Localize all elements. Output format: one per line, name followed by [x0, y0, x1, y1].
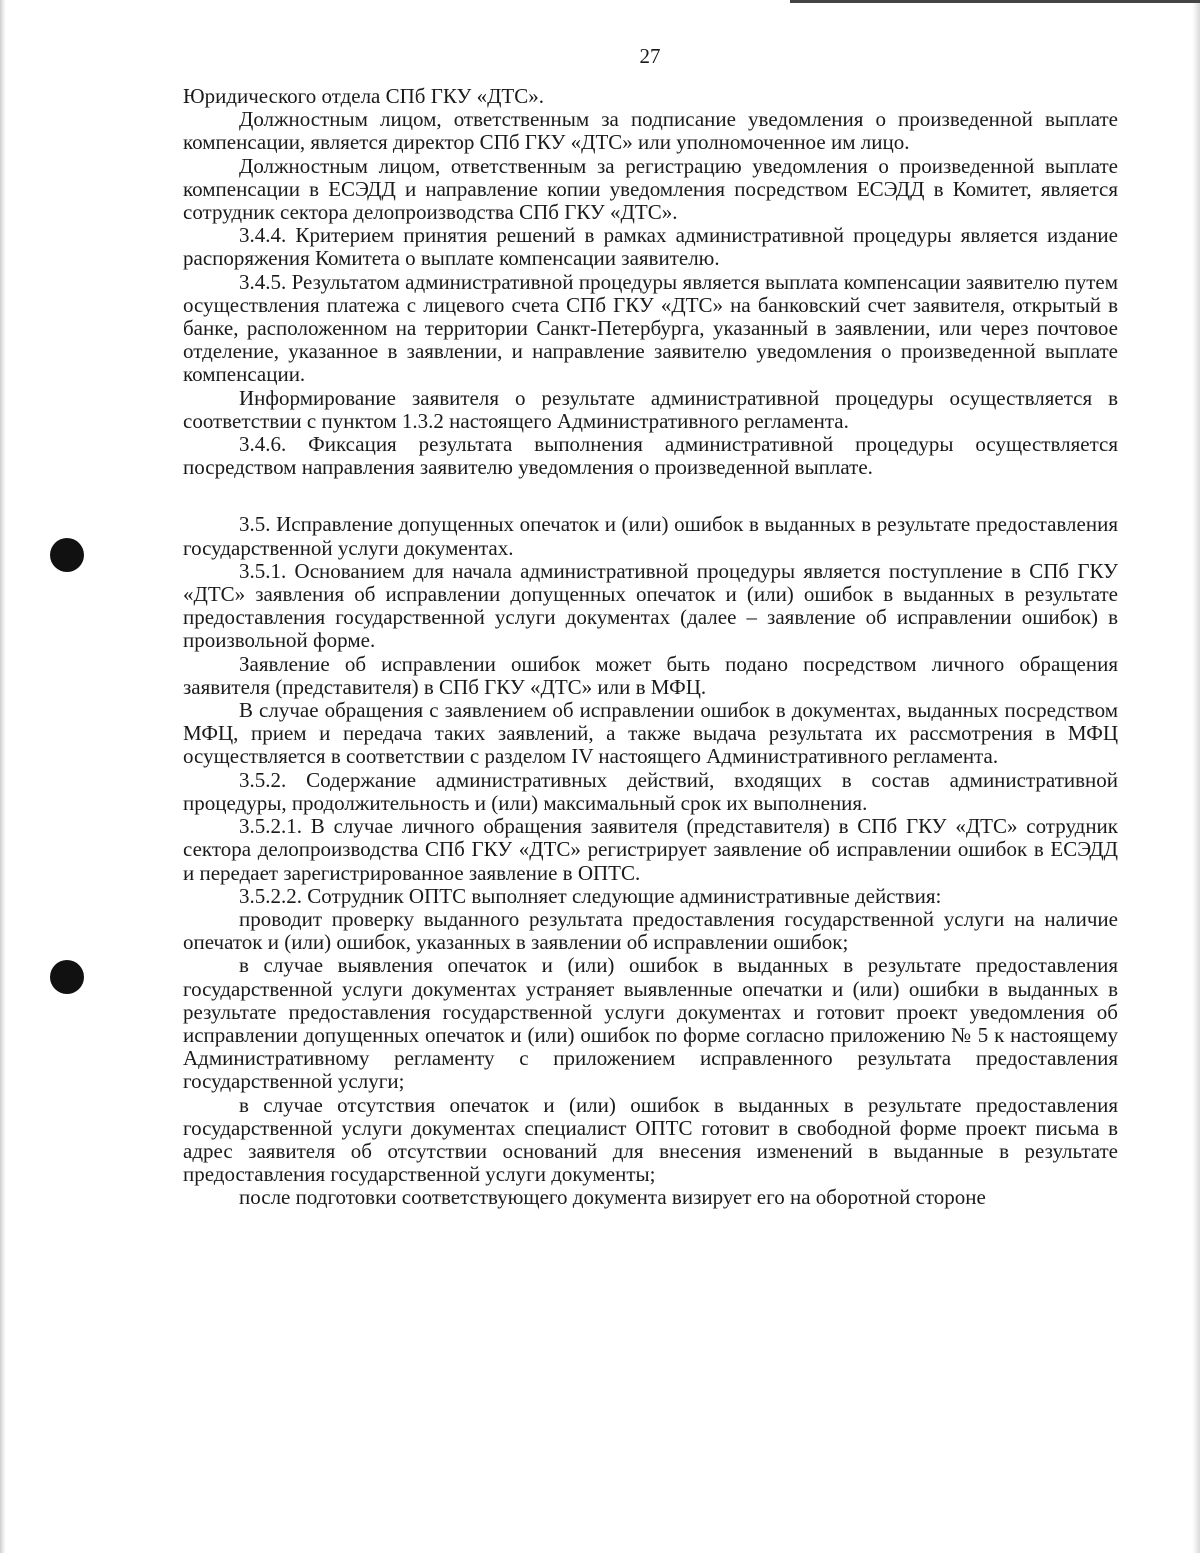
scan-left-edge: [0, 0, 6, 1553]
paragraph: Информирование заявителя о результате административной процедуры осуществляется в соответствии с пунктом 1.3.2 настоящего Административного регламента.: [183, 385, 1118, 433]
paragraph: Юридического отдела СПб ГКУ «ДТС».: [183, 84, 544, 108]
paragraph: в случае отсутствия опечаток и (или) ошибок в выданных в результате предоставления государственной услуги документах специалист ОПТС готовит в свободной форме проект письма в адрес заявителя об отсутствии оснований для внесения изменений в выданные в результате предоставления государственной услуги документы;: [183, 1092, 1118, 1187]
page-number: 27: [639, 44, 661, 68]
scan-right-edge: [1192, 0, 1200, 1553]
paragraph: 3.5.2.1. В случае личного обращения заявителя (представителя) в СПб ГКУ «ДТС» сотрудник сектора делопроизводства СПб ГКУ «ДТС» регистрирует заявление об исправлении ошибок в ЕСЭДД и передает зарегистрированное заявление в ОПТС.: [183, 814, 1118, 885]
section-heading-paragraph: 3.5. Исправление допущенных опечаток и (или) ошибок в выданных в результате предоставления государственной услуги документах.: [183, 512, 1118, 560]
paragraph: 3.5.2. Содержание административных действий, входящих в состав административной процедуры, продолжительность и (или) максимальный срок их выполнения.: [183, 767, 1118, 815]
paragraph: 3.5.1. Основанием для начала административной процедуры является поступление в СПб ГКУ «ДТС» заявления об исправлении допущенных опечаток и (или) ошибок в выданных в результате предоставления государственной услуги документах (далее – заявление об исправлении ошибок) в произвольной форме.: [183, 558, 1118, 653]
paragraph: проводит проверку выданного результата предоставления государственной услуги на наличие опечаток и (или) ошибок, указанных в заявлении об исправлении ошибок;: [183, 906, 1118, 955]
paragraph: В случае обращения с заявлением об исправлении ошибок в документах, выданных посредством МФЦ, прием и передача таких заявлений, а также выдача результата их рассмотрения в МФЦ осуществляется в соответствии с разделом IV настоящего Административного регламента.: [183, 698, 1118, 769]
paragraph: 3.4.4. Критерием принятия решений в рамках административной процедуры является издание распоряжения Комитета о выплате компенсации заявителю.: [183, 223, 1118, 271]
scan-top-rule: [790, 0, 1200, 3]
punch-hole: [50, 960, 84, 994]
paragraph: 3.4.5. Результатом административной процедуры является выплата компенсации заявителю путем осуществления платежа с лицевого счета СПб ГКУ «ДТС» на банковский счет заявителя, открытый в банке, расположенном на территории Санкт-Петербурга, указанный в заявлении, или через почтовое отделение, указанное в заявлении, и направление заявителю уведомления о произведенной выплате компенсации.: [183, 269, 1118, 387]
paragraph: в случае выявления опечаток и (или) ошибок в выданных в результате предоставления государственной услуги документах устраняет выявленные опечатки и (или) ошибки в выданных в результате предоставления государственной услуги документах и готовит проект уведомления об исправлении допущенных опечаток и (или) ошибок по форме согласно приложению № 5 к настоящему Административному регламенту с приложением исправленного результата предоставления государственной услуги;: [183, 953, 1118, 1094]
punch-hole: [50, 538, 84, 572]
paragraph: Должностным лицом, ответственным за регистрацию уведомления о произведенной выплате компенсации в ЕСЭДД и направление копии уведомления посредством ЕСЭДД в Комитет, является сотрудник сектора делопроизводства СПб ГКУ «ДТС».: [183, 153, 1118, 225]
paragraph: 3.5.2.2. Сотрудник ОПТС выполняет следующие административные действия:: [239, 883, 942, 908]
paragraph: Должностным лицом, ответственным за подписание уведомления о произведенной выплате компенсации, является директор СПб ГКУ «ДТС» или уполномоченное им лицо.: [183, 107, 1118, 155]
paragraph: после подготовки соответствующего документа визирует его на оборотной стороне: [239, 1185, 986, 1210]
paragraph: 3.4.6. Фиксация результата выполнения административной процедуры осуществляется посредством направления заявителю уведомления о произведенной выплате.: [183, 432, 1118, 480]
document-body: [183, 85, 1118, 1210]
paragraph: Заявление об исправлении ошибок может быть подано посредством личного обращения заявителя (представителя) в СПб ГКУ «ДТС» или в МФЦ.: [183, 651, 1118, 699]
